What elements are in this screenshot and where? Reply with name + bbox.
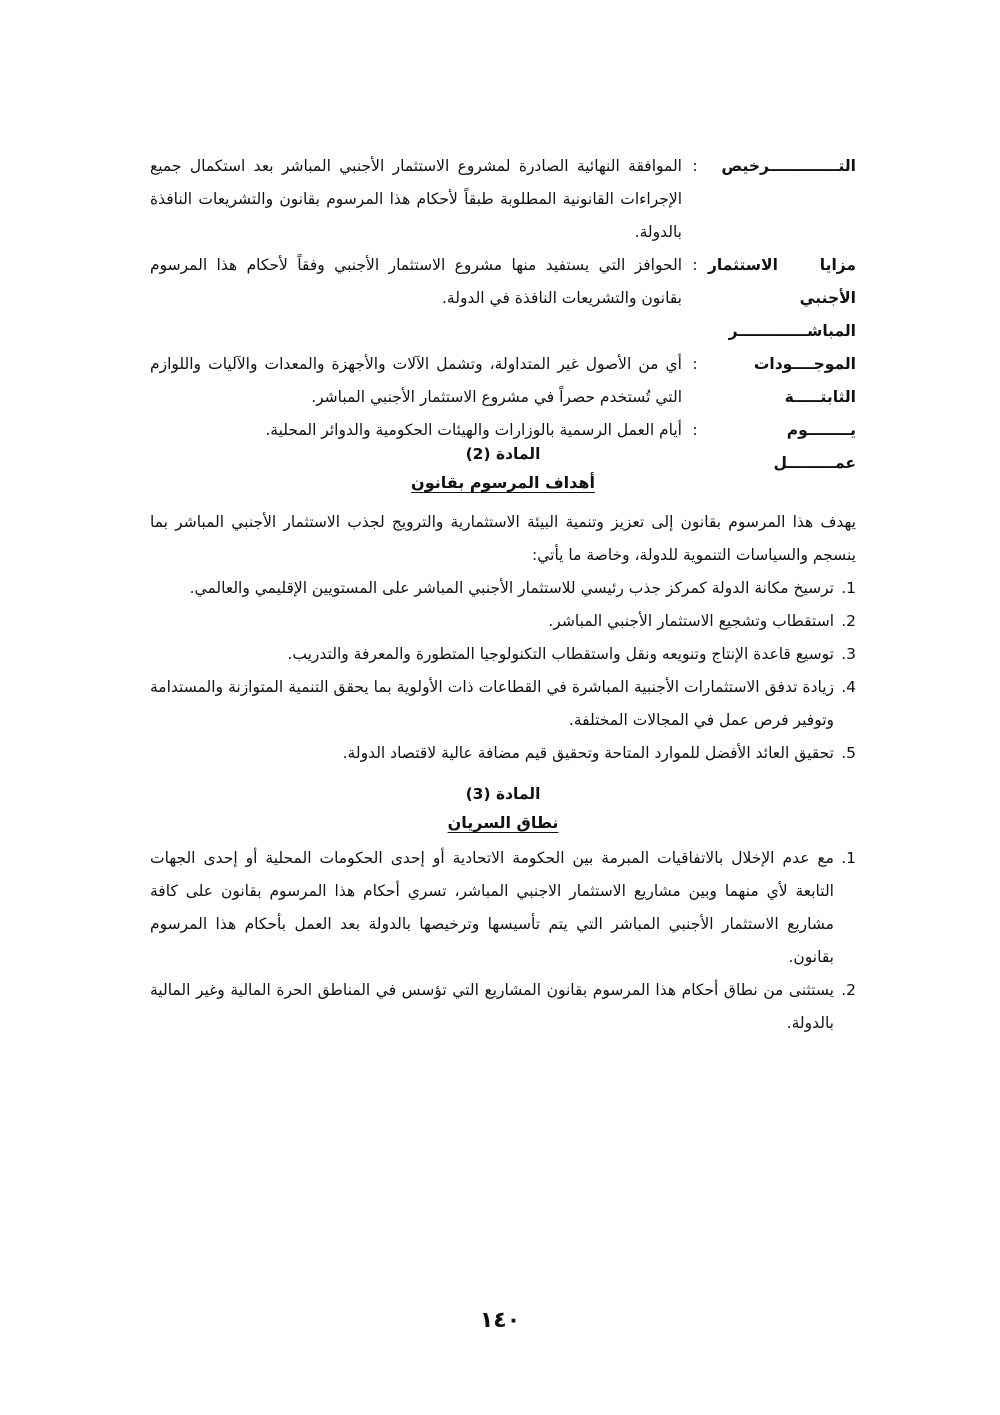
list-item bbox=[150, 842, 856, 974]
definitions-list bbox=[150, 150, 856, 480]
definition-colon: : bbox=[692, 355, 698, 373]
definition-term: التـــــــــــــرخيص bbox=[721, 157, 856, 175]
list-item bbox=[150, 737, 856, 770]
definition-term-line1: مزايا الاستثمار الأجنبي bbox=[708, 256, 856, 307]
definition-colon: : bbox=[692, 421, 698, 439]
list-text: توسيع قاعدة الإنتاج وتنويعه ونقل واستقطاب التكنولوجيا المتطورة والمعرفة والتدريب. bbox=[287, 645, 834, 663]
page-number: ١٤٠ bbox=[479, 1308, 521, 1333]
article-2-body bbox=[150, 506, 856, 770]
definition-text: أي من الأصول غير المتداولة، وتشمل الآلات والأجهزة والمعدات والآليات واللوازم التي تُستخدم حصراً في مشروع الاستثمار الأجنبي المباشر. bbox=[150, 355, 682, 406]
definition-fixed-assets bbox=[150, 348, 856, 414]
definition-text: الموافقة النهائية الصادرة لمشروع الاستثمار الأجنبي المباشر بعد استكمال جميع الإجراءات القانونية المطلوبة طبقاً لأحكام هذا المرسوم بقانون والتشريعات النافذة بالدولة. bbox=[150, 157, 682, 241]
list-item bbox=[150, 671, 856, 737]
definition-text: الحوافز التي يستفيد منها مشروع الاستثمار الأجنبي وفقاً لأحكام هذا المرسوم بقانون والتشريعات النافذة في الدولة. bbox=[150, 256, 682, 307]
list-number: 1. bbox=[841, 849, 856, 867]
list-text: استقطاب وتشجيع الاستثمار الأجنبي المباشر. bbox=[548, 612, 834, 630]
article-3-items bbox=[150, 842, 856, 1040]
list-number: 1. bbox=[841, 579, 856, 597]
definition-colon: : bbox=[692, 256, 698, 274]
article-intro: يهدف هذا المرسوم بقانون إلى تعزيز وتنمية البيئة الاستثمارية والترويج لجذب الاستثمار الأجنبي المباشر بما ينسجم والسياسات التنموية للدولة، وخاصة ما يأتي: bbox=[150, 513, 856, 564]
list-item bbox=[150, 638, 856, 671]
article-title: نطاق السريان bbox=[447, 813, 559, 832]
article-2-items bbox=[150, 572, 856, 770]
definition-investment-benefits bbox=[150, 249, 856, 348]
list-number: 3. bbox=[841, 645, 856, 663]
list-number: 5. bbox=[841, 744, 856, 762]
article-title: أهداف المرسوم بقانون bbox=[411, 473, 595, 492]
definition-term: الموجــــودات الثابتـــــة bbox=[753, 355, 856, 406]
definition-colon: : bbox=[692, 157, 698, 175]
list-text: يستثنى من نطاق أحكام هذا المرسوم بقانون المشاريع التي تؤسس في المناطق الحرة المالية وغير المالية بالدولة. bbox=[150, 981, 834, 1032]
definition-term: يــــــــوم عمـــــــــل bbox=[773, 421, 856, 472]
list-text: ترسيخ مكانة الدولة كمركز جذب رئيسي للاستثمار الأجنبي المباشر على المستويين الإقليمي والعالمي. bbox=[189, 579, 834, 597]
article-3-body bbox=[150, 842, 856, 1040]
definition-licensing bbox=[150, 150, 856, 249]
list-number: 2. bbox=[841, 612, 856, 630]
article-2-header bbox=[150, 440, 856, 498]
definition-text: أيام العمل الرسمية بالوزارات والهيئات الحكومية والدوائر المحلية. bbox=[265, 421, 682, 439]
list-number: 4. bbox=[841, 678, 856, 696]
definition-term-line2: المباشـــــــــــــر bbox=[728, 322, 856, 340]
list-text: مع عدم الإخلال بالاتفاقيات المبرمة بين الحكومة الاتحادية أو إحدى الحكومات المحلية أو إحدى الجهات التابعة لأي منهما وبين مشاريع الاستثمار الاجنبي المباشر، تسري أحكام هذا المرسوم بقانون على كافة مشاريع الاستثمار الأجنبي المباشر التي يتم تأسيسها وترخيصها بالدولة بعد العمل بأحكام هذا المرسوم بقانون. bbox=[150, 849, 834, 966]
article-3-header bbox=[150, 780, 856, 838]
list-item bbox=[150, 974, 856, 1040]
list-text: زيادة تدفق الاستثمارات الأجنبية المباشرة في القطاعات ذات الأولوية بما يحقق التنمية المتوازنة والمستدامة وتوفير فرص عمل في المجالات المختلفة. bbox=[150, 678, 834, 729]
definition-term bbox=[708, 249, 856, 348]
article-number: المادة (2) bbox=[465, 445, 541, 463]
list-item bbox=[150, 605, 856, 638]
list-number: 2. bbox=[841, 981, 856, 999]
list-text: تحقيق العائد الأفضل للموارد المتاحة وتحقيق قيم مضافة عالية لاقتصاد الدولة. bbox=[342, 744, 834, 762]
article-number: المادة (3) bbox=[465, 785, 541, 803]
list-item bbox=[150, 572, 856, 605]
